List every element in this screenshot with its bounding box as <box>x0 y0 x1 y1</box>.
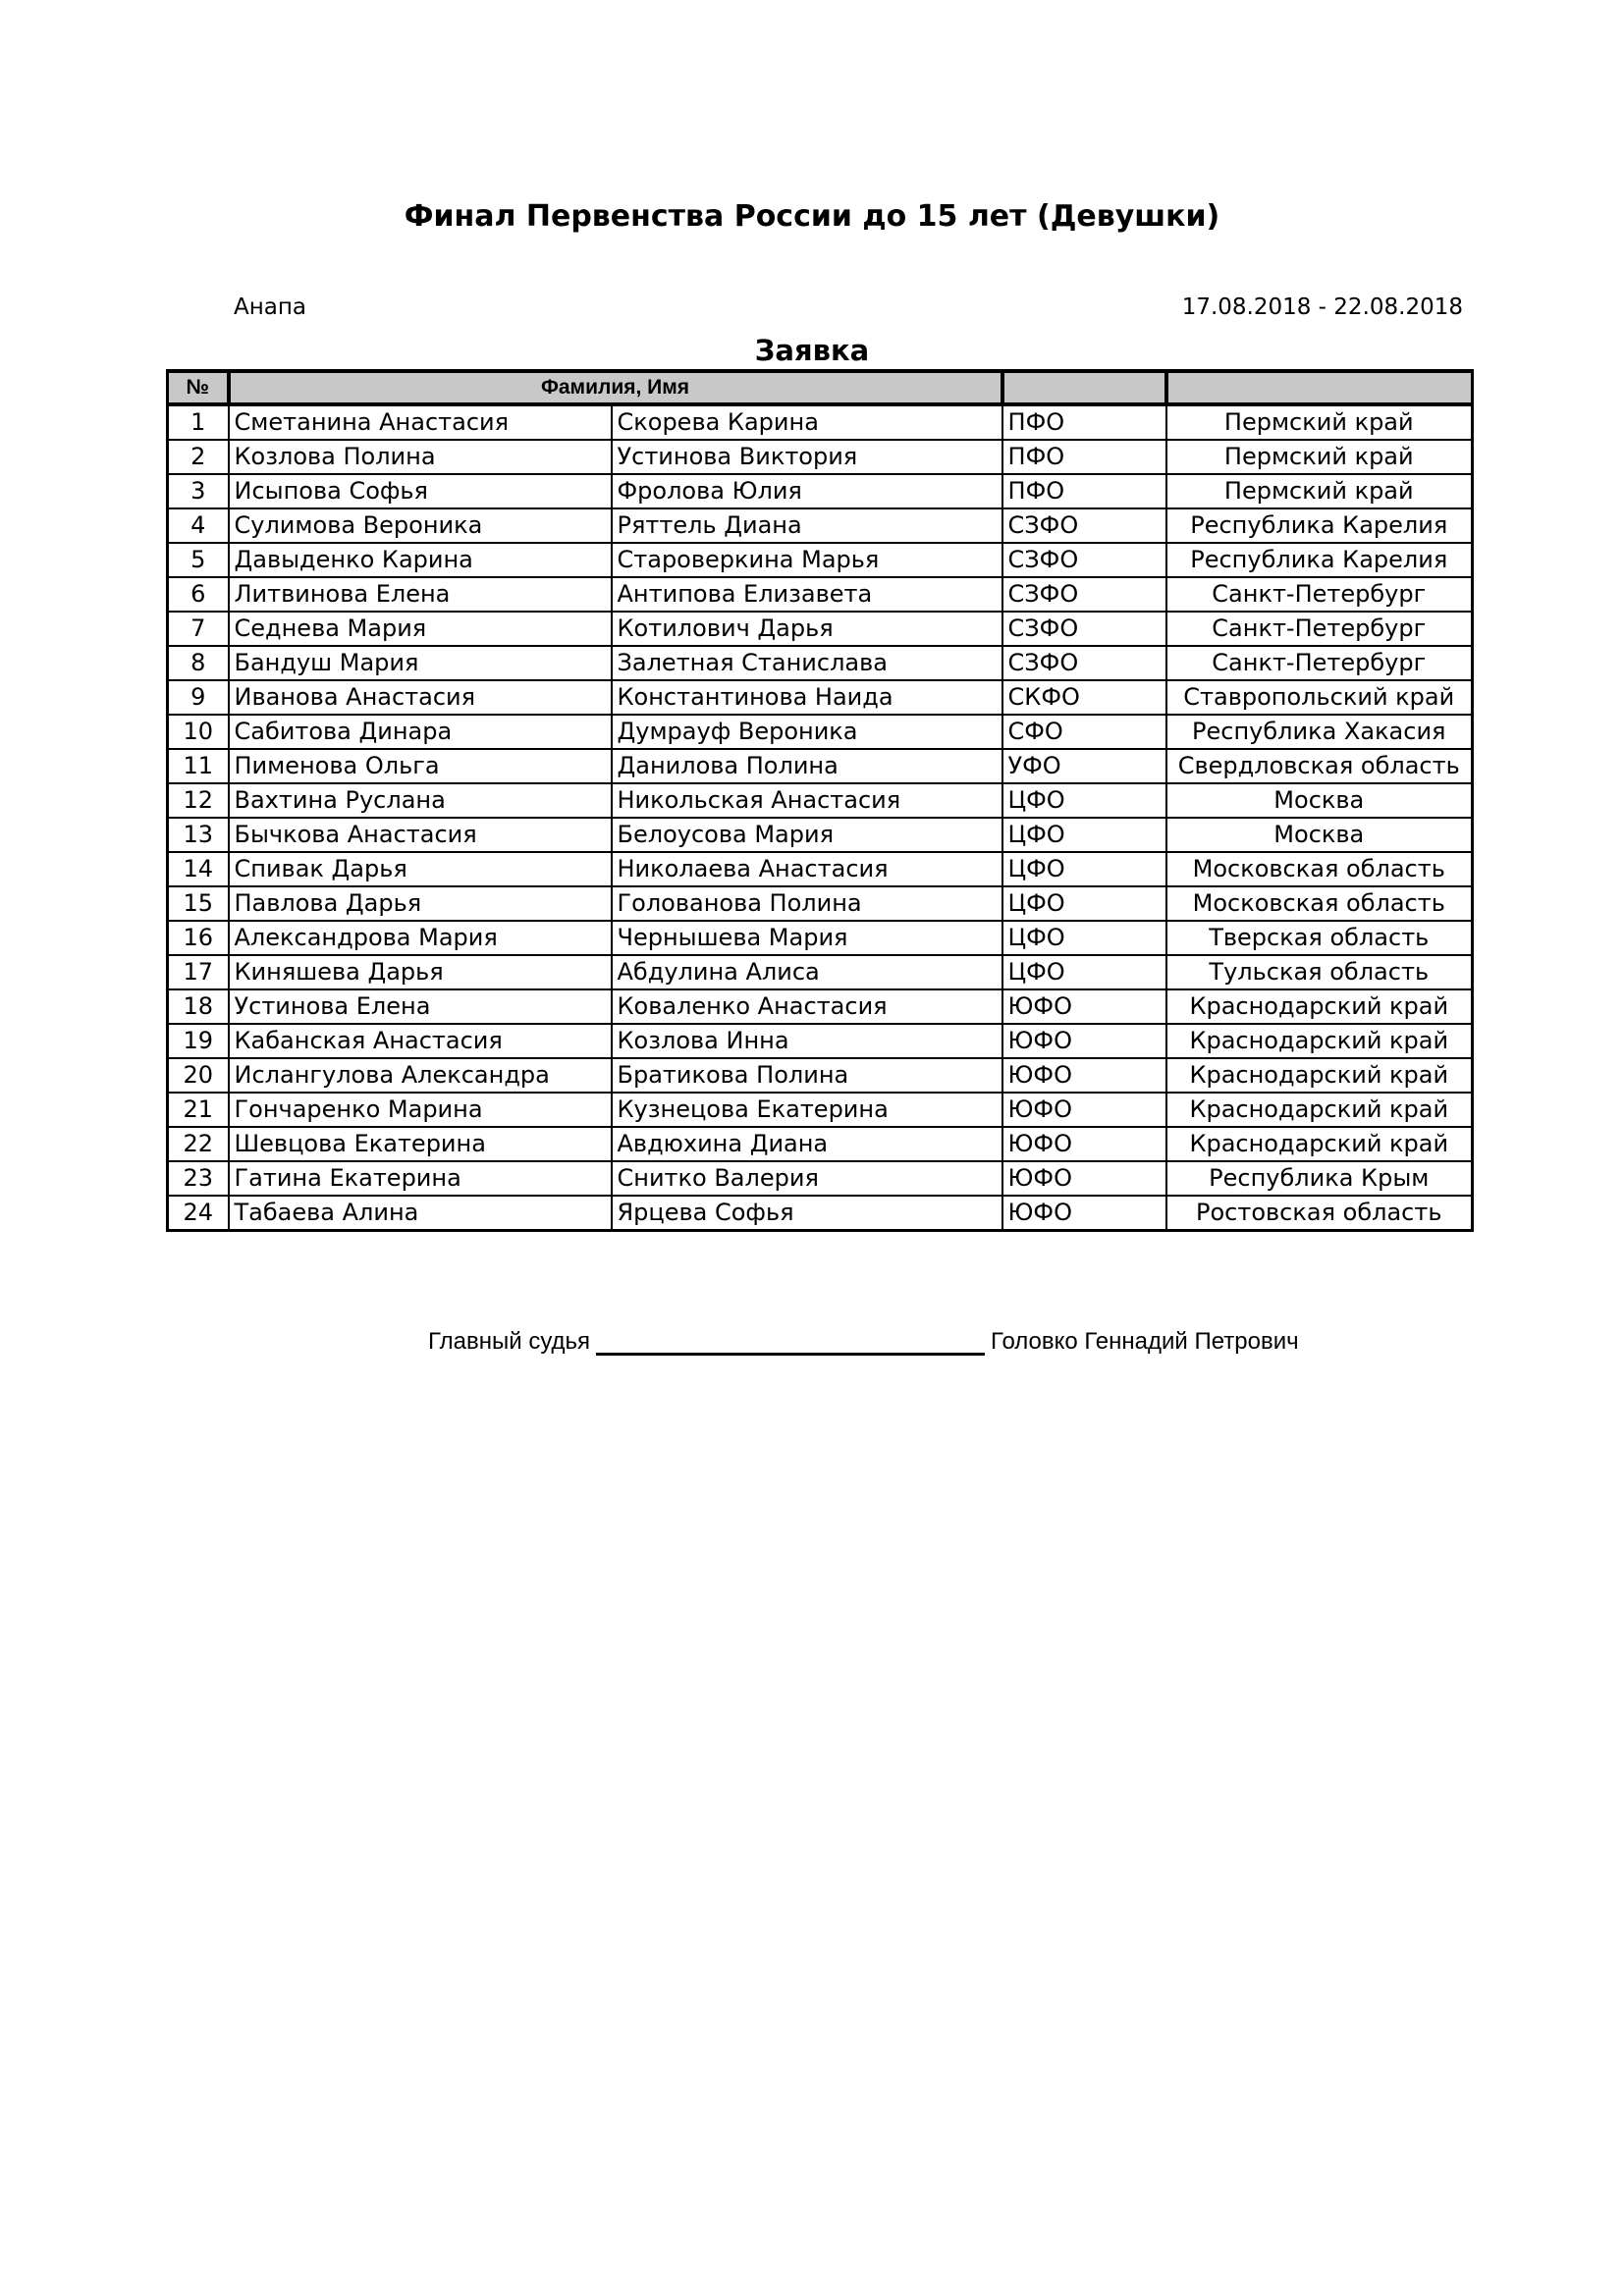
player2-name: Козлова Инна <box>612 1024 1002 1058</box>
player1-name: Павлова Дарья <box>229 886 612 921</box>
table-header-row <box>168 371 1473 404</box>
region-name: Москва <box>1166 783 1473 818</box>
row-number: 18 <box>168 989 229 1024</box>
district-code: ЦФО <box>1002 783 1166 818</box>
row-number: 10 <box>168 715 229 749</box>
table-row <box>168 680 1473 715</box>
table-row <box>168 404 1473 440</box>
district-code: ЦФО <box>1002 921 1166 955</box>
player2-name: Ряттель Диана <box>612 508 1002 543</box>
player1-name: Литвинова Елена <box>229 577 612 612</box>
table-row <box>168 886 1473 921</box>
player1-name: Табаева Алина <box>229 1196 612 1231</box>
player1-name: Кабанская Анастасия <box>229 1024 612 1058</box>
player2-name: Котилович Дарья <box>612 612 1002 646</box>
header-district <box>1002 371 1166 404</box>
player2-name: Коваленко Анастасия <box>612 989 1002 1024</box>
region-name: Санкт-Петербург <box>1166 646 1473 680</box>
player1-name: Киняшева Дарья <box>229 955 612 989</box>
row-number: 4 <box>168 508 229 543</box>
district-code: ЮФО <box>1002 1058 1166 1093</box>
table-row <box>168 1024 1473 1058</box>
player1-name: Спивак Дарья <box>229 852 612 886</box>
player2-name: Залетная Станислава <box>612 646 1002 680</box>
table-row <box>168 474 1473 508</box>
player2-name: Чернышева Мария <box>612 921 1002 955</box>
player1-name: Вахтина Руслана <box>229 783 612 818</box>
row-number: 3 <box>168 474 229 508</box>
district-code: СЗФО <box>1002 577 1166 612</box>
player2-name: Снитко Валерия <box>612 1161 1002 1196</box>
player1-name: Устинова Елена <box>229 989 612 1024</box>
row-number: 2 <box>168 440 229 474</box>
player2-name: Константинова Наида <box>612 680 1002 715</box>
signature-label: Главный судья <box>428 1328 591 1355</box>
region-name: Москва <box>1166 818 1473 852</box>
region-name: Краснодарский край <box>1166 1024 1473 1058</box>
district-code: ЮФО <box>1002 989 1166 1024</box>
row-number: 13 <box>168 818 229 852</box>
player2-name: Белоусова Мария <box>612 818 1002 852</box>
row-number: 6 <box>168 577 229 612</box>
region-name: Свердловская область <box>1166 749 1473 783</box>
region-name: Краснодарский край <box>1166 1058 1473 1093</box>
player1-name: Сулимова Вероника <box>229 508 612 543</box>
district-code: ЦФО <box>1002 886 1166 921</box>
player2-name: Антипова Елизавета <box>612 577 1002 612</box>
player1-name: Гончаренко Марина <box>229 1093 612 1127</box>
table-row <box>168 1196 1473 1231</box>
city-label: Анапа <box>234 294 306 320</box>
player1-name: Ислангулова Александра <box>229 1058 612 1093</box>
table-row <box>168 818 1473 852</box>
table-row <box>168 852 1473 886</box>
region-name: Ставропольский край <box>1166 680 1473 715</box>
player1-name: Исыпова Софья <box>229 474 612 508</box>
row-number: 24 <box>168 1196 229 1231</box>
region-name: Тверская область <box>1166 921 1473 955</box>
district-code: ПФО <box>1002 404 1166 440</box>
player1-name: Александрова Мария <box>229 921 612 955</box>
region-name: Ростовская область <box>1166 1196 1473 1231</box>
table-row <box>168 1161 1473 1196</box>
row-number: 14 <box>168 852 229 886</box>
header-number: № <box>168 371 229 404</box>
document-subtitle: Заявка <box>754 334 870 367</box>
player1-name: Сметанина Анастасия <box>229 404 612 440</box>
region-name: Московская область <box>1166 852 1473 886</box>
header-name: Фамилия, Имя <box>229 371 1002 404</box>
table-row <box>168 715 1473 749</box>
header-region <box>1166 371 1473 404</box>
district-code: ЦФО <box>1002 955 1166 989</box>
region-name: Московская область <box>1166 886 1473 921</box>
player2-name: Данилова Полина <box>612 749 1002 783</box>
row-number: 23 <box>168 1161 229 1196</box>
player1-name: Седнева Мария <box>229 612 612 646</box>
table-row <box>168 1127 1473 1161</box>
table-row <box>168 955 1473 989</box>
district-code: СЗФО <box>1002 612 1166 646</box>
region-name: Пермский край <box>1166 404 1473 440</box>
player2-name: Ярцева Софья <box>612 1196 1002 1231</box>
region-name: Пермский край <box>1166 440 1473 474</box>
table-body <box>168 404 1473 1231</box>
district-code: СЗФО <box>1002 646 1166 680</box>
row-number: 20 <box>168 1058 229 1093</box>
row-number: 1 <box>168 404 229 440</box>
row-number: 8 <box>168 646 229 680</box>
region-name: Республика Карелия <box>1166 543 1473 577</box>
table-row <box>168 1058 1473 1093</box>
date-range: 17.08.2018 - 22.08.2018 <box>1181 294 1463 320</box>
district-code: СЗФО <box>1002 508 1166 543</box>
player2-name: Голованова Полина <box>612 886 1002 921</box>
district-code: ЮФО <box>1002 1196 1166 1231</box>
player1-name: Шевцова Екатерина <box>229 1127 612 1161</box>
table-row <box>168 508 1473 543</box>
region-name: Республика Хакасия <box>1166 715 1473 749</box>
table-row <box>168 543 1473 577</box>
player2-name: Братикова Полина <box>612 1058 1002 1093</box>
region-name: Пермский край <box>1166 474 1473 508</box>
row-number: 15 <box>168 886 229 921</box>
player1-name: Козлова Полина <box>229 440 612 474</box>
player2-name: Скорева Карина <box>612 404 1002 440</box>
signature-line <box>596 1327 985 1356</box>
row-number: 11 <box>168 749 229 783</box>
table-row <box>168 646 1473 680</box>
district-code: УФО <box>1002 749 1166 783</box>
district-code: ПФО <box>1002 440 1166 474</box>
region-name: Краснодарский край <box>1166 1127 1473 1161</box>
player1-name: Гатина Екатерина <box>229 1161 612 1196</box>
row-number: 5 <box>168 543 229 577</box>
table-row <box>168 783 1473 818</box>
region-name: Тульская область <box>1166 955 1473 989</box>
region-name: Санкт-Петербург <box>1166 612 1473 646</box>
region-name: Краснодарский край <box>1166 989 1473 1024</box>
region-name: Республика Крым <box>1166 1161 1473 1196</box>
district-code: ЦФО <box>1002 818 1166 852</box>
table-row <box>168 749 1473 783</box>
signature-block <box>428 1327 1299 1356</box>
player2-name: Николаева Анастасия <box>612 852 1002 886</box>
region-name: Республика Карелия <box>1166 508 1473 543</box>
row-number: 21 <box>168 1093 229 1127</box>
district-code: ПФО <box>1002 474 1166 508</box>
district-code: СКФО <box>1002 680 1166 715</box>
player2-name: Никольская Анастасия <box>612 783 1002 818</box>
table-row <box>168 440 1473 474</box>
player2-name: Авдюхина Диана <box>612 1127 1002 1161</box>
player2-name: Думрауф Вероника <box>612 715 1002 749</box>
signature-name: Головко Геннадий Петрович <box>991 1328 1299 1355</box>
player1-name: Бычкова Анастасия <box>229 818 612 852</box>
player1-name: Давыденко Карина <box>229 543 612 577</box>
district-code: СЗФО <box>1002 543 1166 577</box>
player2-name: Абдулина Алиса <box>612 955 1002 989</box>
table-row <box>168 577 1473 612</box>
table-row <box>168 921 1473 955</box>
row-number: 16 <box>168 921 229 955</box>
player2-name: Устинова Виктория <box>612 440 1002 474</box>
table-row <box>168 989 1473 1024</box>
district-code: ЮФО <box>1002 1127 1166 1161</box>
row-number: 9 <box>168 680 229 715</box>
player1-name: Сабитова Динара <box>229 715 612 749</box>
district-code: ЮФО <box>1002 1024 1166 1058</box>
table-row <box>168 612 1473 646</box>
row-number: 7 <box>168 612 229 646</box>
row-number: 19 <box>168 1024 229 1058</box>
region-name: Санкт-Петербург <box>1166 577 1473 612</box>
row-number: 12 <box>168 783 229 818</box>
roster-table <box>166 369 1474 1232</box>
player2-name: Фролова Юлия <box>612 474 1002 508</box>
player1-name: Пименова Ольга <box>229 749 612 783</box>
document-title: Финал Первенства России до 15 лет (Девушки) <box>404 199 1220 234</box>
player1-name: Бандуш Мария <box>229 646 612 680</box>
player2-name: Кузнецова Екатерина <box>612 1093 1002 1127</box>
row-number: 22 <box>168 1127 229 1161</box>
district-code: ЮФО <box>1002 1093 1166 1127</box>
district-code: СФО <box>1002 715 1166 749</box>
player2-name: Староверкина Марья <box>612 543 1002 577</box>
district-code: ЦФО <box>1002 852 1166 886</box>
row-number: 17 <box>168 955 229 989</box>
player1-name: Иванова Анастасия <box>229 680 612 715</box>
table-row <box>168 1093 1473 1127</box>
region-name: Краснодарский край <box>1166 1093 1473 1127</box>
district-code: ЮФО <box>1002 1161 1166 1196</box>
